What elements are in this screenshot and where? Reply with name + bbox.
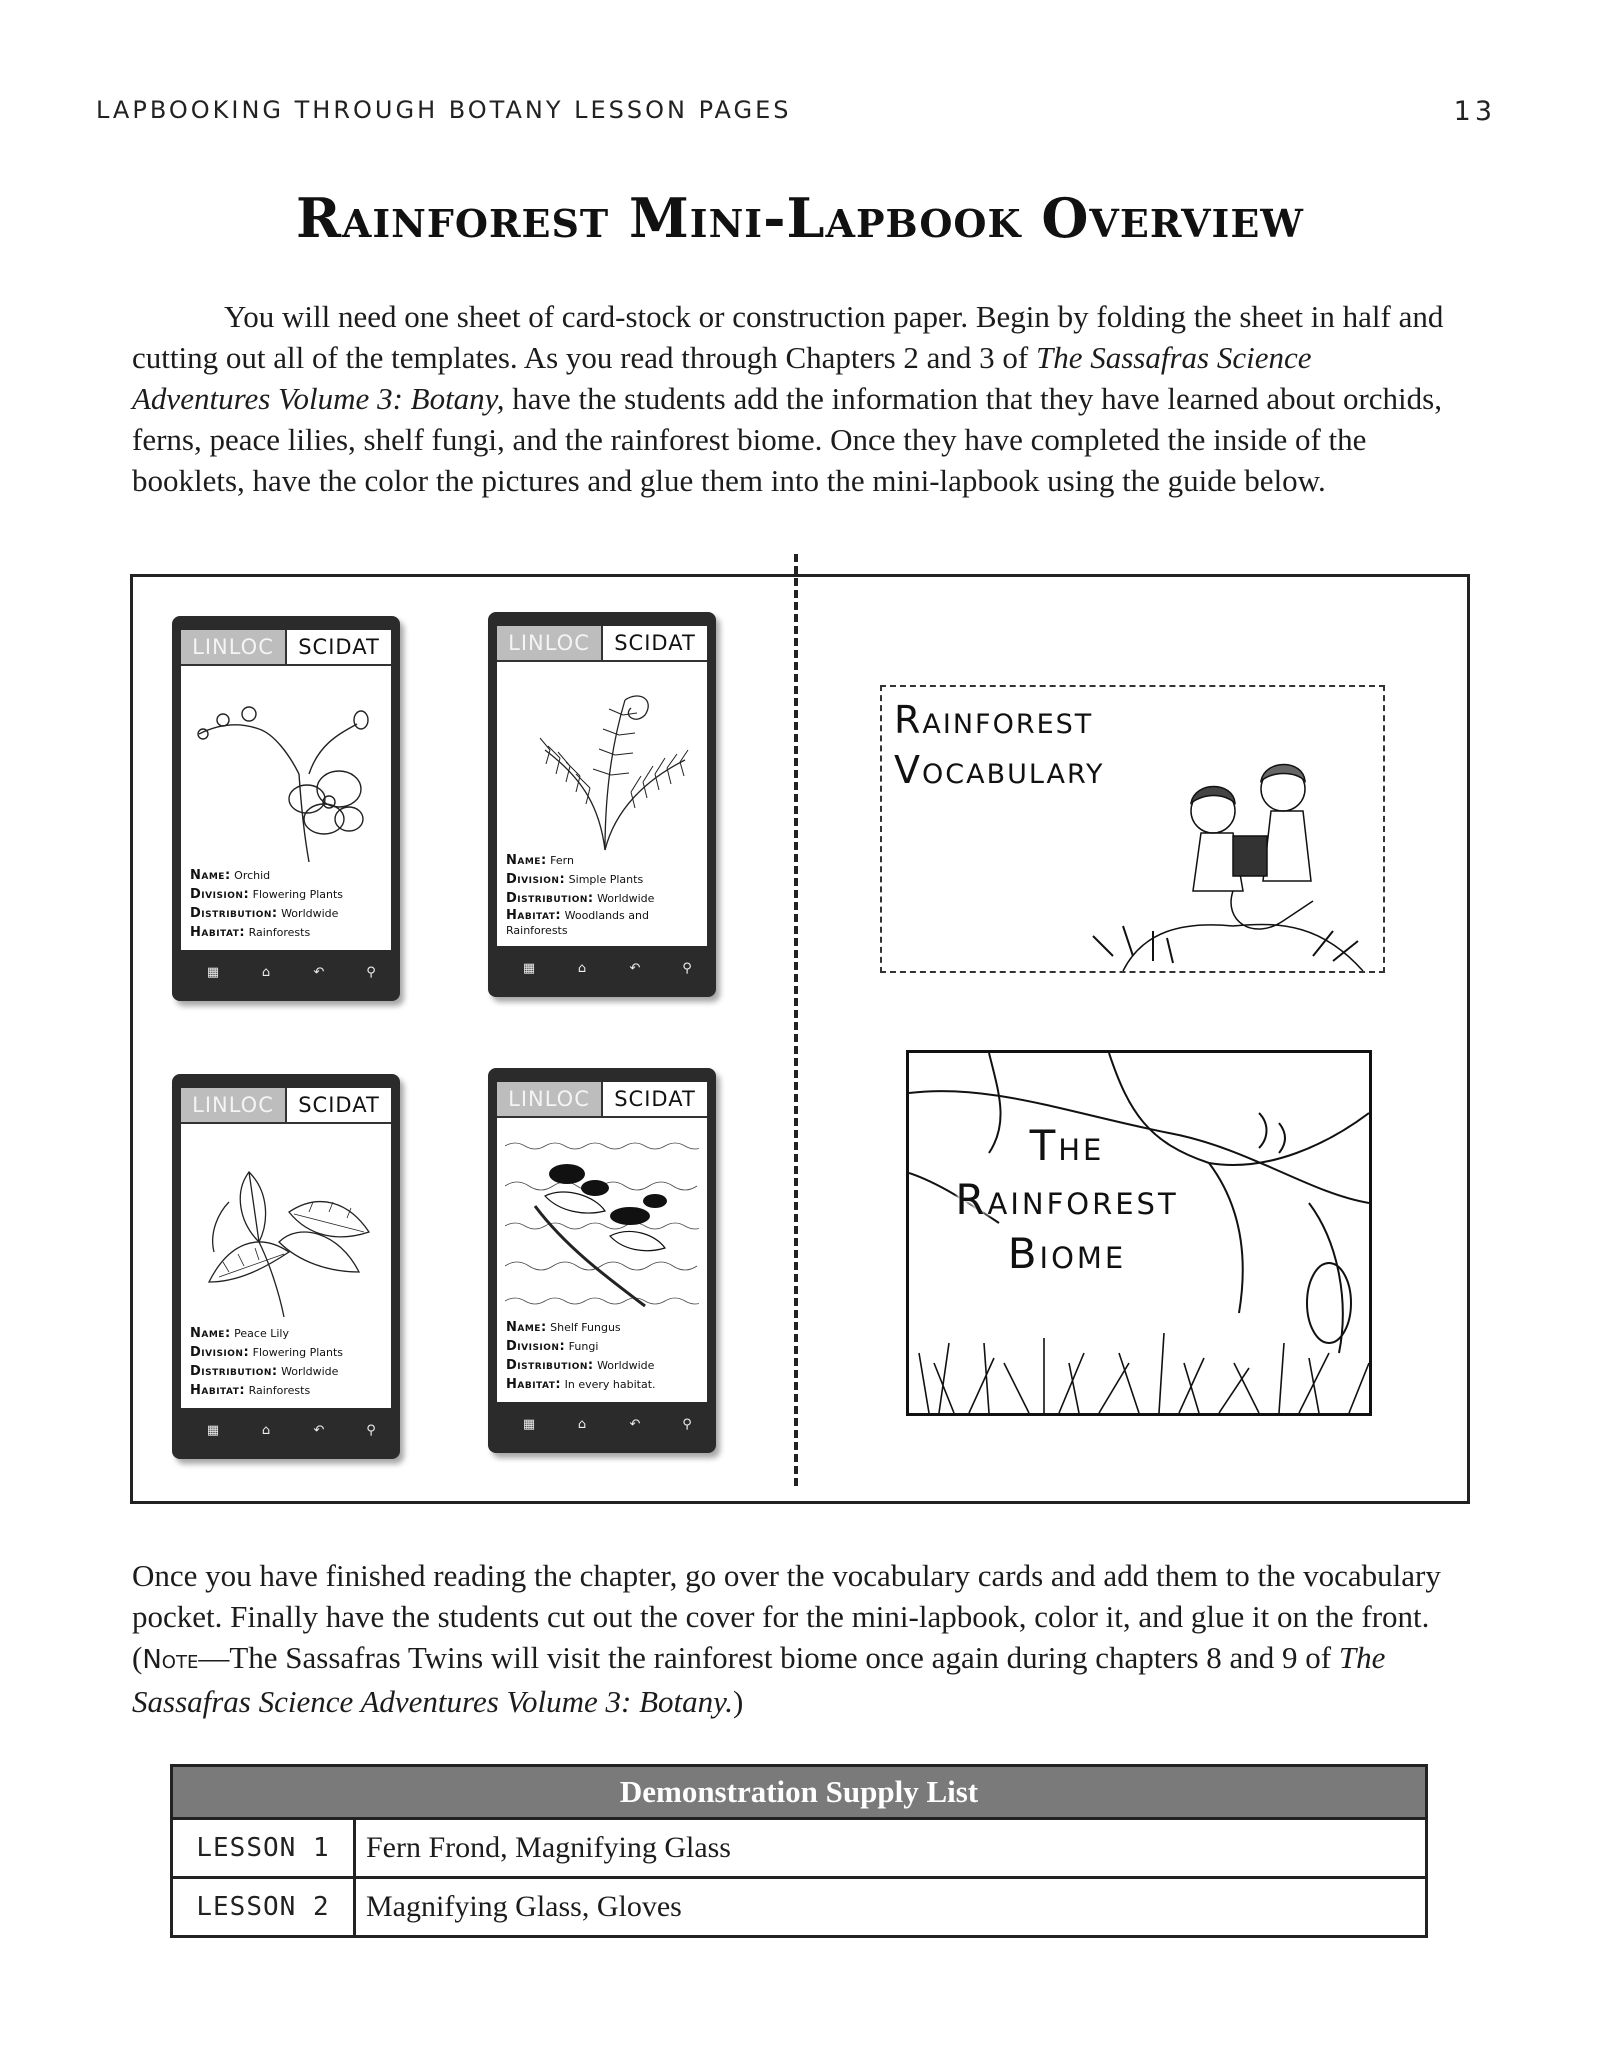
outro-book-title: The Sassafras Science Adventures Volume 3: Botany.: [132, 1640, 1386, 1719]
search-icon: ⚲: [366, 1423, 376, 1438]
shelf-fungus-illustration: [505, 1126, 699, 1316]
rainforest-biome-cover: [906, 1050, 1372, 1416]
card-row: [190, 1362, 386, 1381]
tab-linloc: LINLOC: [497, 626, 601, 660]
row-value: Worldwide: [281, 1365, 339, 1378]
outro-part2: —The Sassafras Twins will visit the rainforest biome once again during chapters 8 and 9 of: [198, 1640, 1339, 1675]
table-header-row: [172, 1766, 1427, 1819]
row-value: Flowering Plants: [252, 888, 344, 901]
card-button-bar: [497, 1407, 707, 1443]
supplies-cell: Magnifying Glass, Gloves: [355, 1878, 1427, 1937]
home-icon: ⌂: [577, 961, 587, 976]
card-tabs: [181, 1088, 391, 1124]
vocab-line-1: Rainforest: [894, 698, 1094, 742]
biome-title: [917, 1119, 1217, 1281]
card-tabs: [181, 630, 391, 666]
twins-illustration: [1083, 741, 1383, 971]
row-value: Worldwide: [597, 1359, 655, 1372]
row-key: Name:: [190, 868, 231, 883]
back-icon: ↶: [313, 1423, 325, 1438]
scidat-card-shelf-fungus: [488, 1068, 716, 1453]
row-key: Distribution:: [190, 1364, 278, 1379]
row-value: Worldwide: [281, 907, 339, 920]
intro-part1: You will need one sheet of card-stock or construction paper. Begin by folding the sheet in half and cutting out all of the templates. As you read through Chapters 2 and 3 of: [132, 299, 1444, 375]
row-key: Distribution:: [506, 891, 594, 906]
tab-linloc: LINLOC: [497, 1082, 601, 1116]
back-icon: ↶: [629, 961, 641, 976]
scidat-card-fern: [488, 612, 716, 997]
row-key: Division:: [190, 887, 250, 902]
tab-linloc: LINLOC: [181, 1088, 285, 1122]
card-row: [190, 885, 386, 904]
card-row: [190, 904, 386, 923]
supply-list-table: [170, 1764, 1428, 1938]
note-label: Note: [142, 1645, 199, 1675]
row-key: Name:: [190, 1326, 231, 1341]
card-screen: [497, 1082, 707, 1402]
card-row: [506, 1375, 702, 1394]
card-row: [190, 923, 386, 942]
card-row: [506, 1337, 702, 1356]
tab-scidat: SCIDAT: [285, 630, 391, 664]
lesson-cell: LESSON 2: [172, 1878, 355, 1937]
tab-linloc: LINLOC: [181, 630, 285, 664]
running-title: LAPBOOKING THROUGH BOTANY LESSON PAGES: [96, 96, 792, 124]
row-key: Division:: [506, 872, 566, 887]
row-value: Fern: [550, 854, 574, 867]
card-row: [506, 870, 702, 889]
card-row: [506, 851, 702, 870]
card-info: [506, 851, 702, 938]
row-value: Worldwide: [597, 892, 655, 905]
row-value: Woodlands and Rainforests: [506, 909, 649, 937]
row-key: Division:: [506, 1339, 566, 1354]
search-icon: ⚲: [682, 961, 692, 976]
back-icon: ↶: [629, 1417, 641, 1432]
card-tabs: [497, 1082, 707, 1118]
row-key: Habitat:: [190, 925, 246, 940]
grid-icon: ▦: [206, 1423, 220, 1438]
card-info: [506, 1318, 702, 1394]
card-screen: [181, 630, 391, 950]
scidat-card-peace-lily: [172, 1074, 400, 1459]
card-row: [506, 908, 702, 938]
vocabulary-pocket: [880, 685, 1385, 973]
row-key: Distribution:: [190, 906, 278, 921]
row-key: Name:: [506, 853, 547, 868]
row-value: Flowering Plants: [252, 1346, 344, 1359]
running-head: [96, 96, 1496, 126]
row-value: Simple Plants: [568, 873, 644, 886]
intro-book-title: The Sassafras Science Adventures Volume 3: Botany,: [132, 340, 1312, 416]
back-icon: ↶: [313, 965, 325, 980]
row-key: Habitat:: [190, 1383, 246, 1398]
card-row: [506, 889, 702, 908]
vocab-line-2: Vocabulary: [894, 748, 1105, 792]
page-number: 13: [1453, 96, 1496, 127]
table-row: [172, 1878, 1427, 1937]
row-value: In every habitat.: [564, 1378, 656, 1391]
card-tabs: [497, 626, 707, 662]
card-info: [190, 866, 386, 942]
card-button-bar: [181, 1413, 391, 1449]
card-row: [506, 1356, 702, 1375]
table-row: [172, 1819, 1427, 1878]
row-value: Shelf Fungus: [550, 1321, 621, 1334]
row-value: Orchid: [234, 869, 271, 882]
home-icon: ⌂: [577, 1417, 587, 1432]
tab-scidat: SCIDAT: [285, 1088, 391, 1122]
grid-icon: ▦: [522, 1417, 536, 1432]
peace-lily-illustration: [189, 1132, 383, 1322]
card-button-bar: [181, 955, 391, 991]
card-row: [190, 1381, 386, 1400]
search-icon: ⚲: [682, 1417, 692, 1432]
search-icon: ⚲: [366, 965, 376, 980]
outro-part3: ): [732, 1684, 744, 1719]
row-key: Habitat:: [506, 908, 562, 923]
page-title: Rainforest Mini-Lapbook Overview: [296, 186, 1304, 250]
row-value: Rainforests: [248, 926, 311, 939]
scidat-card-orchid: [172, 616, 400, 1001]
outro-paragraph: [132, 1555, 1452, 1722]
row-key: Division:: [190, 1345, 250, 1360]
grid-icon: ▦: [522, 961, 536, 976]
tab-scidat: SCIDAT: [601, 626, 707, 660]
biome-line-1: The: [1029, 1121, 1105, 1170]
table-header: Demonstration Supply List: [172, 1766, 1427, 1819]
tab-scidat: SCIDAT: [601, 1082, 707, 1116]
card-screen: [497, 626, 707, 946]
row-key: Name:: [506, 1320, 547, 1335]
card-row: [506, 1318, 702, 1337]
home-icon: ⌂: [261, 965, 271, 980]
fern-illustration: [505, 670, 699, 860]
intro-part2: have the students add the information that they have learned about orchids, ferns, peace lilies, shelf fungi, and the rainforest biome. Once they have completed the inside of the booklets, have the color the pictures and glue them into the mini-lapbook using the guide below.: [132, 381, 1442, 498]
card-info: [190, 1324, 386, 1400]
orchid-illustration: [189, 674, 383, 864]
biome-line-2: Rainforest: [955, 1175, 1179, 1224]
card-row: [190, 866, 386, 885]
row-value: Fungi: [568, 1340, 599, 1353]
outro-part1: Once you have finished reading the chapter, go over the vocabulary cards and add them to the vocabulary pocket. Finally have the students cut out the cover for the mini-lapbook, color it, and glue it on the front. (: [132, 1558, 1441, 1675]
lesson-cell: LESSON 1: [172, 1819, 355, 1878]
card-button-bar: [497, 951, 707, 987]
supplies-cell: Fern Frond, Magnifying Glass: [355, 1819, 1427, 1878]
row-key: Distribution:: [506, 1358, 594, 1373]
fold-line: [794, 554, 798, 1486]
biome-line-3: Biome: [1007, 1229, 1127, 1278]
row-key: Habitat:: [506, 1377, 562, 1392]
intro-paragraph: [132, 296, 1452, 501]
row-value: Peace Lily: [234, 1327, 289, 1340]
card-screen: [181, 1088, 391, 1408]
card-row: [190, 1324, 386, 1343]
grid-icon: ▦: [206, 965, 220, 980]
home-icon: ⌂: [261, 1423, 271, 1438]
row-value: Rainforests: [248, 1384, 311, 1397]
card-row: [190, 1343, 386, 1362]
